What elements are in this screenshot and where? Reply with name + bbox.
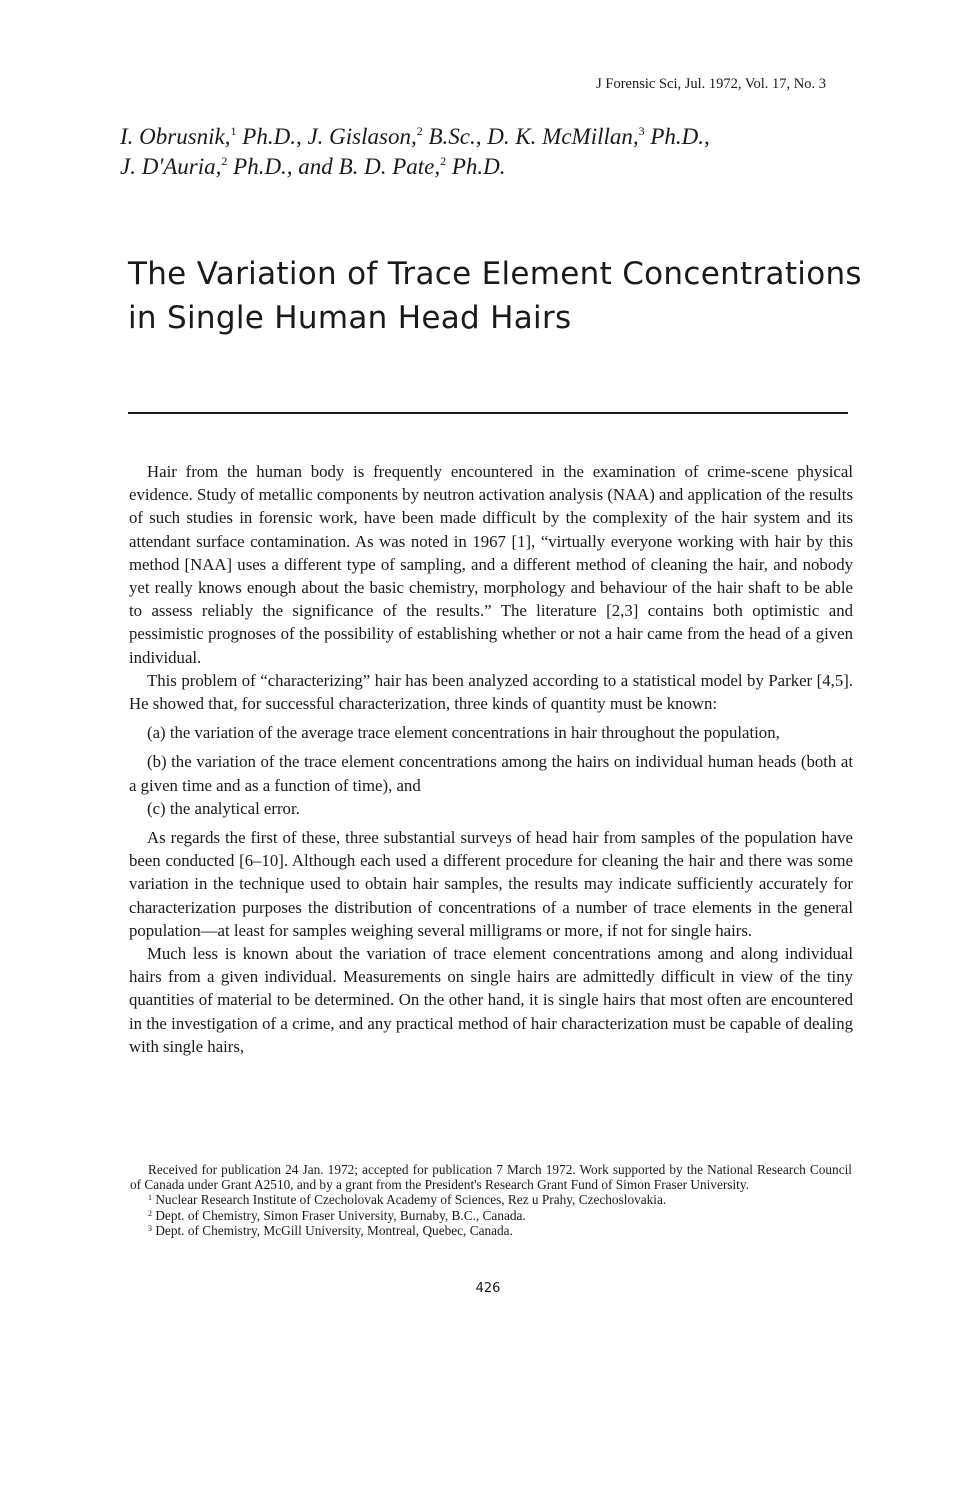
affiliation-mark: 1 [230,124,237,138]
paragraph-surveys: As regards the first of these, three substantial surveys of head hair from samples of the population have been conducted [6–10]. Although each used a different procedure for cleaning the hair and there was some variation in the technique used to obtain hair samples, the results may indicate sufficiently accurately for characterization purposes the distribution of concentrations of a number of trace elements in the general population—at least for samples weighing several milligrams or more, if not for single hairs. [129,828,853,940]
page-number: 426 [475,1281,501,1296]
list-item-b: (b) the variation of the trace element concentrations among the hairs on individual human heads (both at a given time and as a function of time), and [129,752,853,795]
footnote-text: Dept. of Chemistry, Simon Fraser University, Burnaby, B.C., Canada. [152,1207,526,1223]
author-name: D. K. McMillan, [487,124,639,149]
author-name: B. D. Pate, [338,154,441,179]
affiliation-mark: 2 [416,124,423,138]
paragraph-problem: This problem of “characterizing” hair has been analyzed according to a statistical model by Parker [4,5]. He showed that, for successful characterization, three kinds of quantity must be known: [129,670,853,714]
author-name: J. Gislason, [307,124,417,149]
affiliation-mark: 3 [638,124,645,138]
author-degree: Ph.D., [644,124,710,149]
footnote-mark: 2 [148,1208,152,1218]
footnote-text: Dept. of Chemistry, McGill University, Montreal, Quebec, Canada. [152,1223,513,1239]
footnote-text: Nuclear Research Institute of Czecholovak Academy of Sciences, Rez u Prahy, Czechoslovakia. [152,1192,667,1208]
author-degree: Ph.D. [446,154,506,179]
journal-citation: J Forensic Sci, Jul. 1972, Vol. 17, No. 3 [596,76,826,92]
footnotes [130,1163,852,1239]
author-degree: B.Sc., [422,124,488,149]
footnote-1 [130,1193,852,1208]
footnote-3 [130,1224,852,1239]
author-degree: Ph.D., and [227,154,339,179]
paragraph-single-hairs: Much less is known about the variation of trace element concentrations among and along individual hairs from a given individual. Measurements on single hairs are admittedly difficult in view of the tiny quantities of material to be determined. On the other hand, it is single hairs that most often are encountered in the investigation of a crime, and any practical method of hair characterization must be capable of dealing with single hairs, [129,944,853,1056]
article-body [129,460,853,1058]
affiliation-mark: 2 [440,154,447,168]
author-name: J. D'Auria, [120,154,222,179]
author-name: I. Obrusnik, [120,124,231,149]
author-degree: Ph.D., [236,124,308,149]
footnote-mark: 3 [148,1224,152,1234]
title-line-2: in Single Human Head Hairs [128,300,572,336]
title-line-1: The Variation of Trace Element Concentrations [128,256,862,292]
author-list [120,122,860,182]
footnote-2 [130,1209,852,1224]
title-divider [128,412,848,414]
list-item-a: (a) the variation of the average trace element concentrations in hair throughout the population, [147,723,780,743]
paragraph-intro: Hair from the human body is frequently encountered in the examination of crime-scene physical evidence. Study of metallic components by neutron activation analysis (NAA) and application of the results of such studies in forensic work, have been made difficult by the complexity of the hair system and its attendant surface contamination. As was noted in 1967 [1], “virtually everyone working with hair by this method [NAA] uses a different type of sampling, and a different method of cleaning the hair, and nobody yet really knows enough about the basic chemistry, morphology and behaviour of the hair shaft to be able to assess reliably the significance of the results.” The literature [2,3] contains both optimistic and pessimistic prognoses of the possibility of establishing whether or not a hair came from the head of a given individual. [129,462,853,667]
article-title [128,252,868,340]
list-item-c: (c) the analytical error. [147,798,300,818]
affiliation-mark: 2 [221,154,228,168]
received-note: Received for publication 24 Jan. 1972; accepted for publication 7 March 1972. Work supported by the National Research Council of Canada under Grant A2510, and by a grant from the President's Research Grant Fund of Simon Fraser University. [130,1162,852,1192]
footnote-mark: 1 [148,1193,152,1203]
